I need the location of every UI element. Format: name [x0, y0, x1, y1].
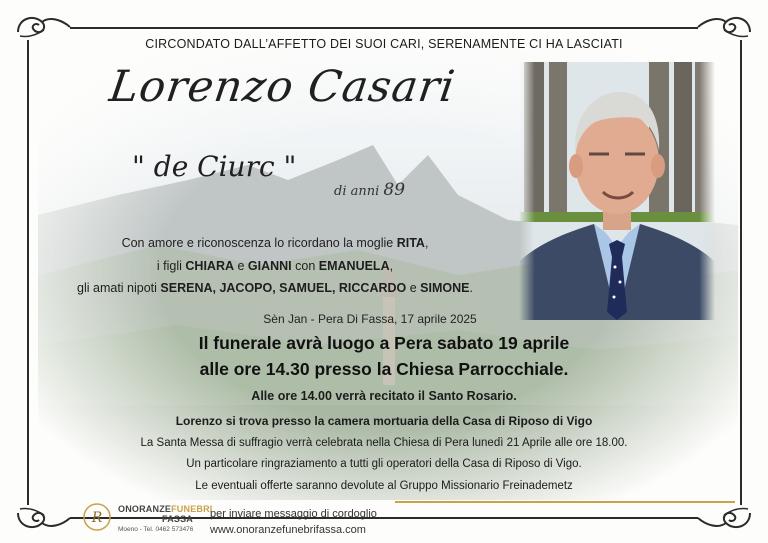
family-line-text: con [291, 259, 319, 273]
family-line-grandchildren [40, 281, 510, 295]
location-note: Lorenzo si trova presso la camera mortuaria della Casa di Riposo di Vigo [175, 414, 593, 428]
deceased-nickname: " de Ciurc " [132, 150, 297, 183]
footer-divider [395, 501, 735, 503]
family-line-text: , [424, 236, 429, 250]
family-line-text: e [406, 281, 421, 295]
thanks-note: Un particolare ringraziamento a tutti gli operatori della Casa di Riposo di Vigo. [186, 458, 582, 470]
funeral-home-brand [118, 504, 213, 524]
child-name: GIANNI [247, 259, 292, 273]
grandchild-name: SIMONE [420, 281, 470, 295]
website-link[interactable]: www.onoranzefunebrifassa.com [210, 524, 366, 536]
family-line-text: i figli [156, 259, 186, 273]
svg-text:R: R [91, 510, 103, 526]
funeral-line-1: Il funerale avrà luogo a Pera sabato 19 aprile [198, 333, 570, 353]
brand-part-1: ONORANZE [118, 504, 172, 514]
child-name: CHIARA [185, 259, 234, 273]
family-line-children [40, 259, 510, 273]
age-prefix: di anni [334, 184, 380, 199]
brand-part-3: FASSA [162, 514, 194, 524]
mass-note: La Santa Messa di suffragio verrà celebrata nella Chiesa di Pera lunedì 21 Aprile alle ore 18.00. [140, 437, 628, 449]
funeral-line-2: alle ore 14.30 presso la Chiesa Parrocchiale. [199, 359, 569, 379]
condolence-prompt: per inviare messaggio di cordoglio [210, 508, 377, 520]
deceased-age [334, 180, 405, 200]
funeral-home-logo-icon [82, 500, 112, 534]
grandchildren-names: SERENA, JACOPO, SAMUEL, RICCARDO [160, 281, 407, 295]
brand-part-2: FUNEBRI [171, 504, 213, 514]
deceased-name: Lorenzo Casari [106, 62, 459, 112]
family-line-text: e [234, 259, 248, 273]
wife-name: RITA [396, 236, 425, 250]
funeral-home-contact: Moeno - Tel. 0462 573476 [118, 526, 194, 533]
family-line-text: Con amore e riconoscenza lo ricordano la moglie [121, 236, 397, 250]
age-value: 89 [383, 180, 406, 200]
offerings-note: Le eventuali offerte saranno devolute al Gruppo Missionario Freinademetz [195, 480, 573, 492]
family-line-text: . [469, 281, 473, 295]
family-line-text: gli amati nipoti [77, 281, 161, 295]
family-line-text: , [389, 259, 394, 273]
intro-line: CIRCONDATO DALL’AFFETTO DEI SUOI CARI, SERENAMENTE CI HA LASCIATI [145, 37, 623, 51]
family-line-wife [40, 236, 510, 250]
child-partner-name: EMANUELA [318, 259, 390, 273]
place-date: Sèn Jan - Pera Di Fassa, 17 aprile 2025 [263, 312, 477, 326]
rosary-note: Alle ore 14.00 verrà recitato il Santo Rosario. [251, 389, 517, 403]
